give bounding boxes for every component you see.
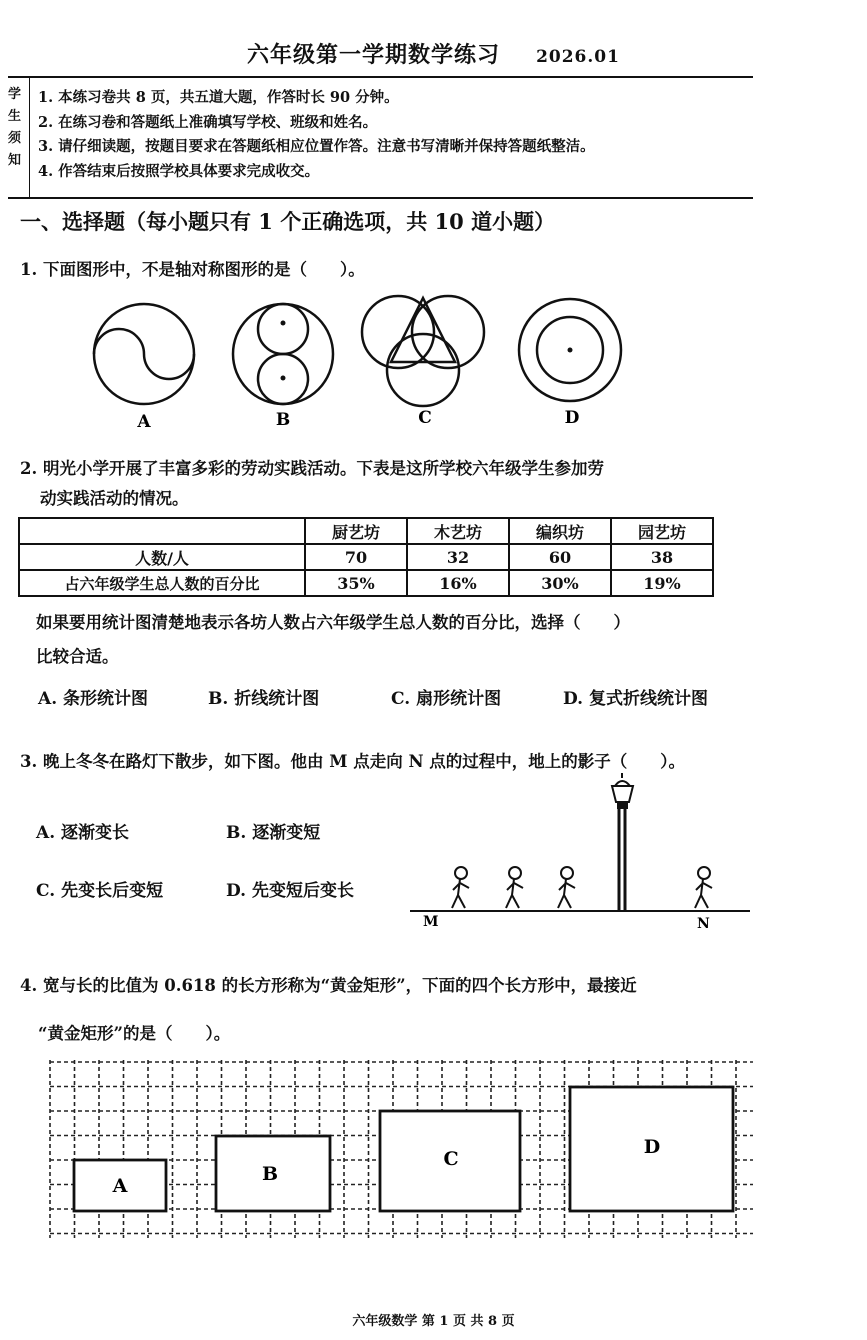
page-title [0, 38, 867, 69]
rect-label-a: A [112, 1175, 128, 1197]
q2-stem-line2: 动实践活动的情况。 [40, 489, 189, 508]
q3-streetlight-scene [405, 770, 755, 935]
figure-a-yin-yang [94, 304, 194, 404]
q1-label-a: A [137, 412, 151, 432]
q2-stem-line1: 2. 明光小学开展了丰富多彩的劳动实践活动。下表是这所学校六年级学生参加劳 [20, 459, 604, 478]
notice-item: 2. 在练习卷和答题纸上准确填写学校、班级和姓名。 [38, 113, 378, 131]
notice-side-char: 知 [8, 153, 22, 168]
q1-label-c: C [418, 408, 432, 428]
table-cell: 70 [305, 544, 407, 570]
figure-b-dot-bottom [281, 376, 286, 381]
walking-boy-1 [452, 867, 469, 908]
q2-option-c: C. 扇形统计图 [391, 689, 502, 709]
q4-stem-line1: 4. 宽与长的比值为 0.618 的长方形称为“黄金矩形”，下面的四个长方形中，最接近 [20, 976, 637, 995]
q3-option-d: D. 先变短后变长 [226, 881, 354, 901]
walking-boy-3 [558, 867, 575, 908]
q1-stem: 1. 下面图形中，不是轴对称图形的是（ ）。 [20, 260, 365, 279]
q3-stem: 3. 晚上冬冬在路灯下散步，如下图。他由 M 点走向 N 点的过程中，地上的影子（ ）。 [20, 752, 686, 771]
notice-side-label [8, 84, 28, 172]
q2-stem [20, 454, 604, 514]
table-row [19, 544, 713, 570]
table-header-cell: 木艺坊 [407, 518, 509, 544]
q2-option-d: D. 复式折线统计图 [563, 689, 708, 709]
table-cell: 32 [407, 544, 509, 570]
figure-b-two-circles [233, 304, 333, 404]
point-m-label: M [423, 914, 439, 930]
figure-c-triangle-circles [362, 296, 484, 406]
q1-figures [80, 292, 640, 432]
table-header-row [19, 518, 713, 544]
table-cell: 30% [509, 570, 611, 596]
q1-label-d: D [564, 408, 580, 428]
q2-question-line1: 如果要用统计图清楚地表示各坊人数占六年级学生总人数的百分比，选择（ ） [36, 613, 630, 632]
notice-rule-bottom [8, 197, 753, 199]
figure-b-dot-top [281, 321, 286, 326]
notice-item: 3. 请仔细读题，按题目要求在答题纸相应位置作答。注意书写清晰并保持答题纸整洁。 [38, 138, 595, 155]
notice-divider [29, 78, 30, 198]
point-n-label: N [697, 916, 710, 932]
table-cell: 38 [611, 544, 713, 570]
q4-stem [20, 962, 755, 1058]
rect-label-c: C [443, 1148, 459, 1170]
q2-options [38, 684, 708, 709]
walking-boy-2 [506, 867, 523, 908]
table-cell: 16% [407, 570, 509, 596]
q3-option-b: B. 逐渐变短 [226, 823, 321, 843]
table-header-cell [19, 518, 305, 544]
q2-table [18, 517, 714, 597]
q2-option-a: A. 条形统计图 [38, 689, 149, 709]
q2-question-line2: 比较合适。 [36, 647, 119, 666]
notice-side-char: 须 [8, 131, 22, 146]
rect-label-b: B [261, 1163, 279, 1185]
table-header-cell: 厨艺坊 [305, 518, 407, 544]
notice-side-char: 生 [8, 109, 22, 124]
notice-list [38, 86, 595, 184]
notice-item: 4. 作答结束后按照学校具体要求完成收交。 [38, 162, 320, 180]
figure-d-center-dot [568, 348, 573, 353]
notice-side-char: 学 [8, 87, 22, 102]
table-cell: 60 [509, 544, 611, 570]
section-heading: 一、选择题（每小题只有 1 个正确选项，共 10 道小题） [20, 209, 556, 234]
title-text: 六年级第一学期数学练习 [247, 42, 501, 68]
q4-stem-line2: “黄金矩形”的是（ ）。 [38, 1024, 231, 1043]
q1-label-b: B [275, 410, 291, 430]
table-cell: 占六年级学生总人数的百分比 [19, 570, 305, 596]
street-lamp [612, 773, 633, 910]
q3-option-c: C. 先变长后变短 [36, 881, 164, 901]
q2-option-b: B. 折线统计图 [208, 689, 320, 709]
table-cell: 19% [611, 570, 713, 596]
table-cell: 35% [305, 570, 407, 596]
header-rule-top [8, 76, 753, 78]
q3-options-row1 [36, 818, 320, 843]
q4-grid-figure [48, 1058, 758, 1243]
page-footer: 六年级数学 第 1 页 共 8 页 [352, 1314, 515, 1329]
q3-option-a: A. 逐渐变长 [36, 823, 130, 843]
table-row [19, 570, 713, 596]
table-header-cell: 编织坊 [509, 518, 611, 544]
rect-label-d: D [643, 1136, 661, 1158]
table-header-cell: 园艺坊 [611, 518, 713, 544]
q2-question [36, 606, 756, 674]
q3-options-row2 [36, 876, 354, 901]
exam-date: 2026.01 [536, 47, 620, 67]
table-cell: 人数/人 [19, 544, 305, 570]
notice-item: 1. 本练习卷共 8 页，共五道大题，作答时长 90 分钟。 [38, 89, 399, 106]
walking-boy-4 [695, 867, 712, 908]
